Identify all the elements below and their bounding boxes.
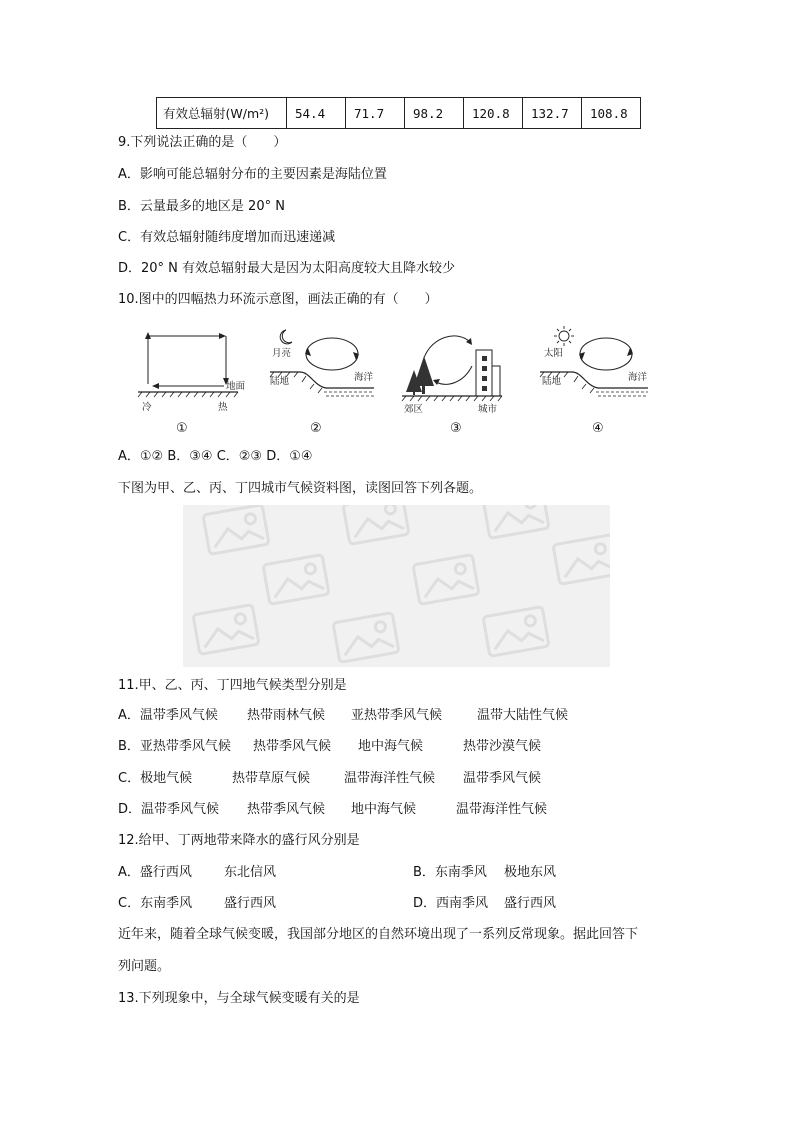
diagram-2-number: ② <box>310 421 322 436</box>
diagram-1-number: ① <box>176 421 188 436</box>
q12-b-2: 极地东风 <box>504 865 557 880</box>
diagram-2-graphic <box>270 326 380 416</box>
table-cell: 98.2 <box>405 98 464 129</box>
moon-icon <box>280 330 292 344</box>
warming-intro-line-2: 列问题。 <box>118 959 171 974</box>
question-10-stem: 10.图中的四幅热力环流示意图，画法正确的有（ ） <box>118 292 438 307</box>
image-icon <box>193 605 259 655</box>
image-icon <box>413 555 479 605</box>
diagram-4-sun-label: 太阳 <box>544 348 564 359</box>
q11-d-2: 热带季风气候 <box>247 802 326 817</box>
table-row <box>157 98 641 129</box>
q11-a-1: A．温带季风气候 <box>118 708 218 723</box>
image-placeholder-icons <box>183 505 610 667</box>
q11-b-1: B．亚热带季风气候 <box>118 739 231 754</box>
diagram-1-graphic <box>138 326 258 416</box>
q11-a-3: 亚热带季风气候 <box>351 708 443 723</box>
diagram-2-moon-label: 月亮 <box>272 348 292 359</box>
sun-icon <box>554 326 574 346</box>
question-9-stem: 9.下列说法正确的是（ ） <box>118 135 287 150</box>
diagram-3-number: ③ <box>450 421 462 436</box>
diagram-4-graphic <box>540 326 655 416</box>
diagram-4-land-label: 陆地 <box>542 376 562 387</box>
q12-a-1: A．盛行西风 <box>118 865 192 880</box>
climate-chart-placeholder <box>183 505 610 667</box>
table-row-label: 有效总辐射(W/m²) <box>157 98 287 129</box>
question-12-stem: 12.给甲、丁两地带来降水的盛行风分别是 <box>118 833 360 848</box>
radiation-table <box>156 97 641 129</box>
tree-icon <box>406 356 434 395</box>
diagram-2-sea-label: 海洋 <box>354 372 374 383</box>
q11-b-3: 地中海气候 <box>358 739 424 754</box>
q11-c-4: 温带季风气候 <box>463 771 542 786</box>
building-icon <box>476 350 500 396</box>
diagram-1-cold-label: 冷 <box>142 402 152 413</box>
q11-b-4: 热带沙漠气候 <box>463 739 542 754</box>
table-cell: 71.7 <box>346 98 405 129</box>
q11-d-4: 温带海洋性气候 <box>456 802 548 817</box>
circulation-diagram-4 <box>540 326 655 420</box>
diagram-1-hot-label: 热 <box>218 402 228 413</box>
question-11-stem: 11.甲、乙、丙、丁四地气候类型分别是 <box>118 678 347 693</box>
diagram-4-number: ④ <box>592 421 604 436</box>
image-icon <box>343 505 409 544</box>
q12-d-2: 盛行西风 <box>504 896 557 911</box>
question-10-options: A．①② B．③④ C．②③ D．①④ <box>118 449 313 464</box>
q11-b-2: 热带季风气候 <box>253 739 332 754</box>
question-13-stem: 13.下列现象中，与全球气候变暖有关的是 <box>118 991 360 1006</box>
q12-d-1: D．西南季风 <box>413 896 489 911</box>
q11-a-2: 热带雨林气候 <box>247 708 326 723</box>
table-cell: 108.8 <box>582 98 641 129</box>
table-cell: 120.8 <box>464 98 523 129</box>
image-icon <box>203 505 269 554</box>
climate-intro: 下图为甲、乙、丙、丁四城市气候资料图，读图回答下列各题。 <box>118 481 483 496</box>
image-icon <box>483 607 549 657</box>
circulation-diagram-1 <box>138 326 258 420</box>
diagram-3-suburb-label: 郊区 <box>404 404 424 415</box>
diagram-3-city-label: 城市 <box>478 404 498 415</box>
diagram-1-ground-label: 地面 <box>226 381 246 392</box>
q12-b-1: B．东南季风 <box>413 865 487 880</box>
q11-c-1: C．极地气候 <box>118 771 193 786</box>
question-9-option-d: D．20° N 有效总辐射最大是因为太阳高度较大且降水较少 <box>118 261 456 276</box>
image-icon <box>553 535 610 585</box>
table-cell: 54.4 <box>287 98 346 129</box>
question-9-option-b: B．云量最多的地区是 20° N <box>118 199 285 214</box>
circulation-diagram-3 <box>402 326 512 422</box>
question-9-option-a: A．影响可能总辐射分布的主要因素是海陆位置 <box>118 167 387 182</box>
q11-a-4: 温带大陆性气候 <box>477 708 569 723</box>
table-cell: 132.7 <box>523 98 582 129</box>
diagram-3-graphic <box>402 326 512 418</box>
q11-d-1: D．温带季风气候 <box>118 802 220 817</box>
image-icon <box>333 613 399 663</box>
q11-d-3: 地中海气候 <box>351 802 417 817</box>
image-icon <box>483 505 549 538</box>
circulation-diagram-2 <box>270 326 380 420</box>
q12-a-2: 东北信风 <box>224 865 277 880</box>
q11-c-3: 温带海洋性气候 <box>344 771 436 786</box>
warming-intro-line-1: 近年来，随着全球气候变暖，我国部分地区的自然环境出现了一系列反常现象。据此回答下 <box>118 927 639 942</box>
q11-c-2: 热带草原气候 <box>232 771 311 786</box>
q12-c-1: C．东南季风 <box>118 896 193 911</box>
question-9-option-c: C．有效总辐射随纬度增加而迅速递减 <box>118 230 336 245</box>
diagram-2-land-label: 陆地 <box>270 376 290 387</box>
q12-c-2: 盛行西风 <box>224 896 277 911</box>
diagram-4-sea-label: 海洋 <box>628 372 648 383</box>
image-icon <box>263 555 329 605</box>
